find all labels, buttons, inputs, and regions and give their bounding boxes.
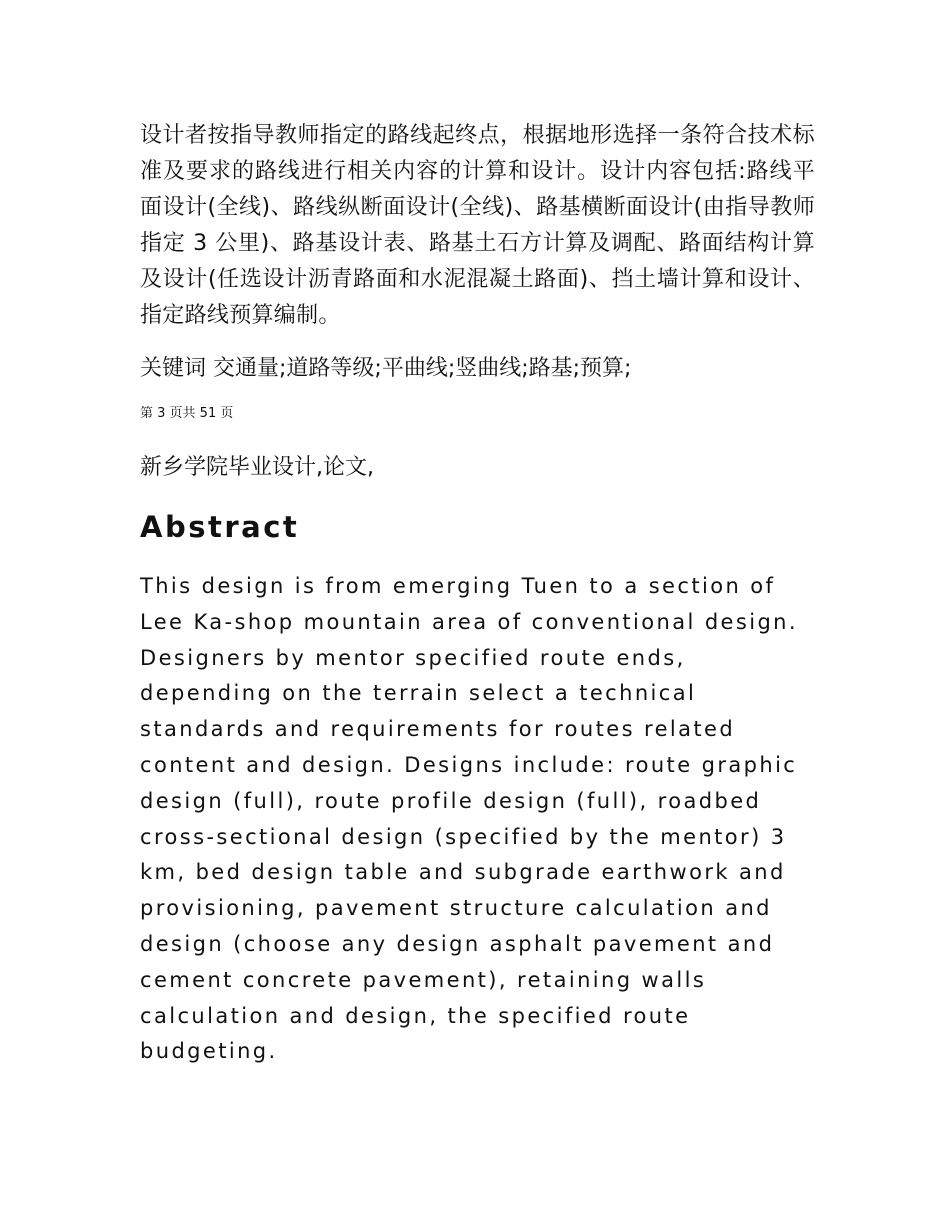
chinese-abstract-paragraph: 设计者按指导教师指定的路线起终点，根据地形选择一条符合技术标准及要求的路线进行相关内容的计算和设计。设计内容包括:路线平面设计(全线)、路线纵断面设计(全线)、路基横断面设计(由指导教师指定 3 公里)、路基设计表、路基土石方计算及调配、路面结构计算及设计(任选设计沥青路面和水泥混凝土路面)、挡土墙计算和设计、指定路线预算编制。 [140,123,815,328]
abstract-line: depending on the terrain select a technical [140,681,697,706]
abstract-line: standards and requirements for routes related [140,717,736,742]
page-number: 第 3 页共 51 页 [140,406,234,421]
abstract-line: This design is from emerging Tuen to a section of [140,574,776,598]
abstract-line: Lee Ka-shop mountain area of conventional design. [140,609,798,634]
school-header-line: 新乡学院毕业设计,论文, [140,455,374,480]
english-abstract-paragraph [140,569,820,1070]
abstract-line: design (full), route profile design (full), roadbed [140,788,762,813]
abstract-line: Designers by mentor specified route ends, [140,645,686,670]
abstract-heading: Abstract [140,510,300,544]
abstract-line: cross-sectional design (specified by the mentor) 3 [140,824,787,849]
abstract-line: design (choose any design asphalt pavement and [140,931,775,956]
abstract-line: km, bed design table and subgrade earthwork and [140,860,786,885]
keywords-line: 关键词 交通量;道路等级;平曲线;竖曲线;路基;预算; [140,356,632,381]
abstract-line: calculation and design, the specified route [140,1003,691,1028]
abstract-line: budgeting. [140,1039,278,1064]
abstract-line: content and design. Designs include: route graphic [140,752,798,777]
abstract-line: provisioning, pavement structure calculation and [140,896,772,921]
abstract-line: cement concrete pavement), retaining walls [140,967,707,992]
